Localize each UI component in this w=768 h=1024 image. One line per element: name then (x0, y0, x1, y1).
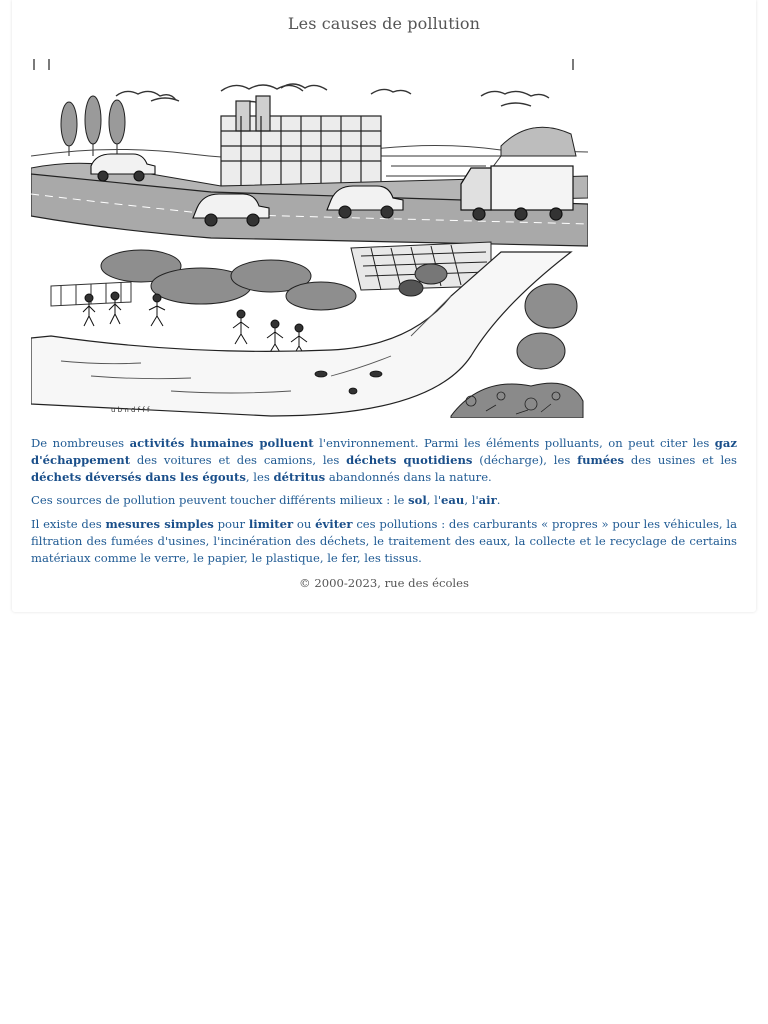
body-text: l'environnement. Parmi les éléments polluants, on peut citer les (313, 436, 715, 450)
keyword-text: fumées (577, 453, 625, 467)
keyword-text: déchets quotidiens (346, 453, 473, 467)
body-text: . (496, 493, 501, 507)
keyword-text: détritus (273, 470, 326, 484)
keyword-text: gaz d'échappement (31, 436, 737, 467)
paragraph-mesures (31, 516, 737, 567)
body-text: des usines et les (624, 453, 737, 467)
body-text: des voitures et des camions, les (130, 453, 347, 467)
body-text: , les (245, 470, 274, 484)
body-text: (décharge), les (472, 453, 578, 467)
body-text: Il existe des (31, 517, 106, 531)
body-text: pour (213, 517, 249, 531)
body-text: , l' (426, 493, 442, 507)
footer-copyright: © 2000-2023, rue des écoles (299, 576, 469, 590)
keyword-text: éviter (315, 517, 353, 531)
body-text: ou (293, 517, 316, 531)
pollution-illustration (31, 56, 588, 418)
keyword-text: activités humaines polluent (129, 436, 314, 450)
keyword-text: air (478, 493, 497, 507)
body-text: ces pollutions : des carburants « propres » pour les véhicules, la filtration des fumées d'usines, l'incinération des déchets, le traitement des eaux, la collecte et le recyclage de certains matériaux comme le verre, le papier, le plastique, le fer, les tissus. (31, 517, 738, 565)
page-title: Les causes de pollution (287, 14, 481, 33)
keyword-text: déchets déversés dans les égouts (31, 470, 246, 484)
body-text: , l' (464, 493, 479, 507)
keyword-text: eau (441, 493, 465, 507)
body-text: abandonnés dans la nature. (325, 470, 492, 484)
keyword-text: sol (408, 493, 427, 507)
keyword-text: limiter (248, 517, 294, 531)
body-text: De nombreuses (31, 436, 130, 450)
paragraph-milieux (31, 492, 737, 509)
svg-text:u b n d f f f: u b n d f f f (111, 406, 150, 414)
keyword-text: mesures simples (105, 517, 214, 531)
paragraph-causes (31, 435, 737, 486)
body-text: Ces sources de pollution peuvent toucher différents milieux : le (31, 493, 409, 507)
truck (461, 166, 573, 220)
